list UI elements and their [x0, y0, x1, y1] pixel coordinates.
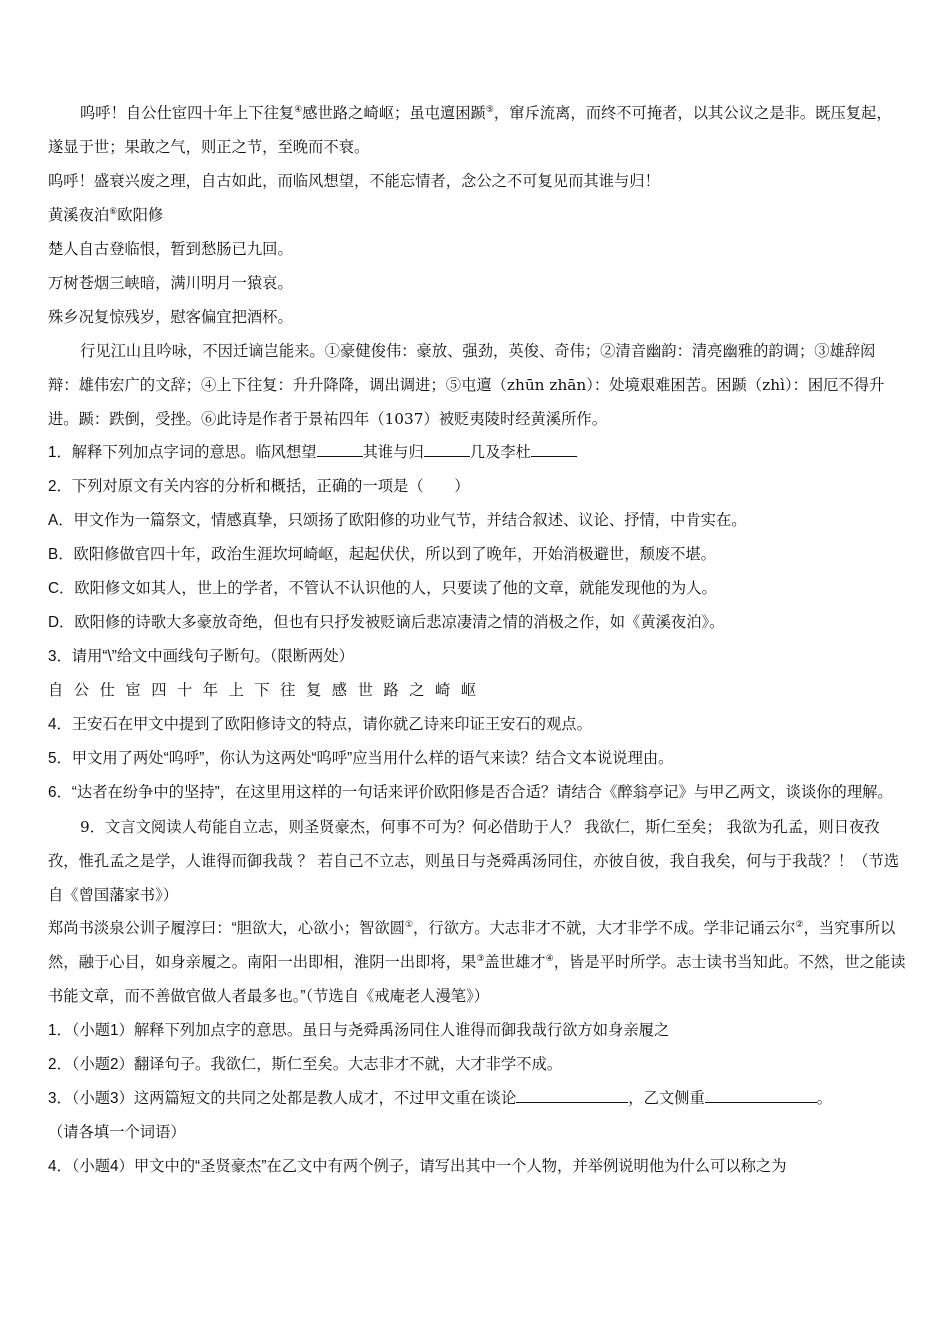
- question-6: 6．“达者在纷争中的坚持”，在这里用这样的一句话来评价欧阳修是否合适？请结合《醉翁亭记》与甲乙两文，谈谈你的理解。: [48, 784, 893, 801]
- footnote-marker: ②: [795, 918, 804, 929]
- answer-blank[interactable]: [531, 439, 577, 457]
- question-5: 5．甲文用了两处“呜呼”，你认为这两处“呜呼”应当用什么样的语气来读？结合文本说说理由。: [48, 750, 674, 767]
- option-d[interactable]: D．欧阳修的诗歌大多豪放奇绝，但也有只抒发被贬谪后悲凉凄清之情的消极之作，如《黄溪夜泊》。: [48, 614, 725, 631]
- answer-blank[interactable]: [705, 1085, 817, 1103]
- footnote-marker: ③: [476, 952, 485, 963]
- section-9-para2: 郑尚书淡泉公训子履淳曰：“胆欲大，心欲小；智欲圆①，行欲方。大志非才不就，大才非学不成。学非记诵云尔②，当究事所以然，融于心目，如身亲履之。南阳一出即相，淮阴一出即将，果③盖世雄才④，皆是平时所学。志士读书当知此。不然，世之能读书能文章，而不善做官做人者最多也。”（节选自《戒庵老人漫笔》）: [48, 918, 906, 1005]
- option-c[interactable]: C．欧阳修文如其人，世上的学者，不管认不认识他的人，只要读了他的文章，就能发现他的为人。: [48, 580, 717, 597]
- answer-blank[interactable]: [424, 439, 470, 457]
- subquestion-2: 2．（小题2）翻译句子。我欲仁，斯仁至矣。大志非才不就，大才非学不成。: [48, 1056, 563, 1073]
- poem-line: 万树苍烟三峡暗，满川明月一猿哀。: [48, 274, 293, 292]
- document-page: [48, 96, 906, 1184]
- poem-line: 殊乡况复惊残岁，慰客偏宜把酒杯。: [48, 308, 293, 326]
- answer-blank[interactable]: [516, 1085, 628, 1103]
- question-3: 3．请用“\”给文中画线句子断句。（限断两处）: [48, 648, 354, 665]
- footnote-marker: ④: [294, 104, 303, 115]
- subquestion-3: 3．（小题3）这两篇短文的共同之处都是教人成才，不过甲文重在谈论 ，乙文侧重 。 （请各填一个词语）: [48, 1082, 906, 1150]
- poem-last-line-and-notes: 行见江山且吟咏，不因迁谪岂能来。①豪健俊伟：豪放、强劲，英俊、奇伟；②清音幽韵：清亮幽雅的韵调；③雄辞闳辩：雄伟宏广的文辞；④上下往复：升升降降，调出调进；⑤屯邅（zhūn zhān）：处境艰难困苦。困踬（zhì）：困厄不得升进。踬：跌倒，受挫。⑥此诗是作者于景祐四年（1037）被贬夷陵时经黄溪所作。: [48, 342, 885, 428]
- option-b[interactable]: B．欧阳修做官四十年，政治生涯坎坷崎岖，起起伏伏，所以到了晚年，开始消极避世，颓废不堪。: [48, 546, 716, 563]
- footnote-marker: ①: [404, 918, 414, 929]
- subquestion-1: 1．（小题1）解释下列加点字的意思。虽日与尧舜禹汤同住人谁得而御我哉行欲方如身亲履之: [48, 1022, 670, 1039]
- passage-jia-para2: 呜呼！盛衰兴废之理，自古如此，而临风想望，不能忘情者，念公之不可复见而其谁与归！: [48, 172, 660, 190]
- option-a[interactable]: A．甲文作为一篇祭文，情感真挚，只颂扬了欧阳修的功业气节，并结合叙述、议论、抒情，中肯实在。: [48, 512, 747, 529]
- subquestion-4: 4．（小题4）甲文中的“圣贤豪杰”在乙文中有两个例子，请写出其中一个人物，并举例说明他为什么可以称之为: [48, 1158, 787, 1175]
- question-4: 4．王安石在甲文中提到了欧阳修诗文的特点，请你就乙诗来印证王安石的观点。: [48, 716, 592, 733]
- questions-group-1: [48, 436, 906, 810]
- poem-line: 楚人自古登临恨，暂到愁肠已九回。: [48, 240, 293, 258]
- section-9-para1: 9．文言文阅读人苟能自立志，则圣贤豪杰，何事不可为？何必借助于人？ 我欲仁，斯仁至矣； 我欲为孔孟，则日夜孜孜，惟孔孟之是学，人谁得而御我哉 ？ 若自己不立志，则虽日与尧舜禹汤同住，亦彼自彼，我自我矣，何与于我哉？！（节选自《曾国藩家书》）: [48, 818, 900, 904]
- answer-blank[interactable]: [317, 439, 363, 457]
- question-2: 2．下列对原文有关内容的分析和概括，正确的一项是（ ）: [48, 478, 470, 495]
- questions-group-9: [48, 1014, 906, 1184]
- question-1: 1．解释下列加点字词的意思。临风想望 其谁与归 几及李杜: [48, 436, 906, 470]
- poem-title: 黄溪夜泊⑥欧阳修: [48, 206, 164, 224]
- footnote-marker: ④: [545, 952, 554, 963]
- question-3-sentence: 自公仕宦四十年上下往复感世路之崎岖: [48, 682, 487, 699]
- passage-jia-para1: 呜呼！自公仕宦四十年上下往复④感世路之崎岖；虽屯邅困踬⑤，窜斥流离，而终不可掩者，以其公议之是非。既压复起，遂显于世；果敢之气，则正之节，至晚而不衰。: [48, 104, 892, 156]
- footnote-marker: ⑤: [485, 104, 494, 115]
- footnote-marker: ⑥: [109, 206, 118, 217]
